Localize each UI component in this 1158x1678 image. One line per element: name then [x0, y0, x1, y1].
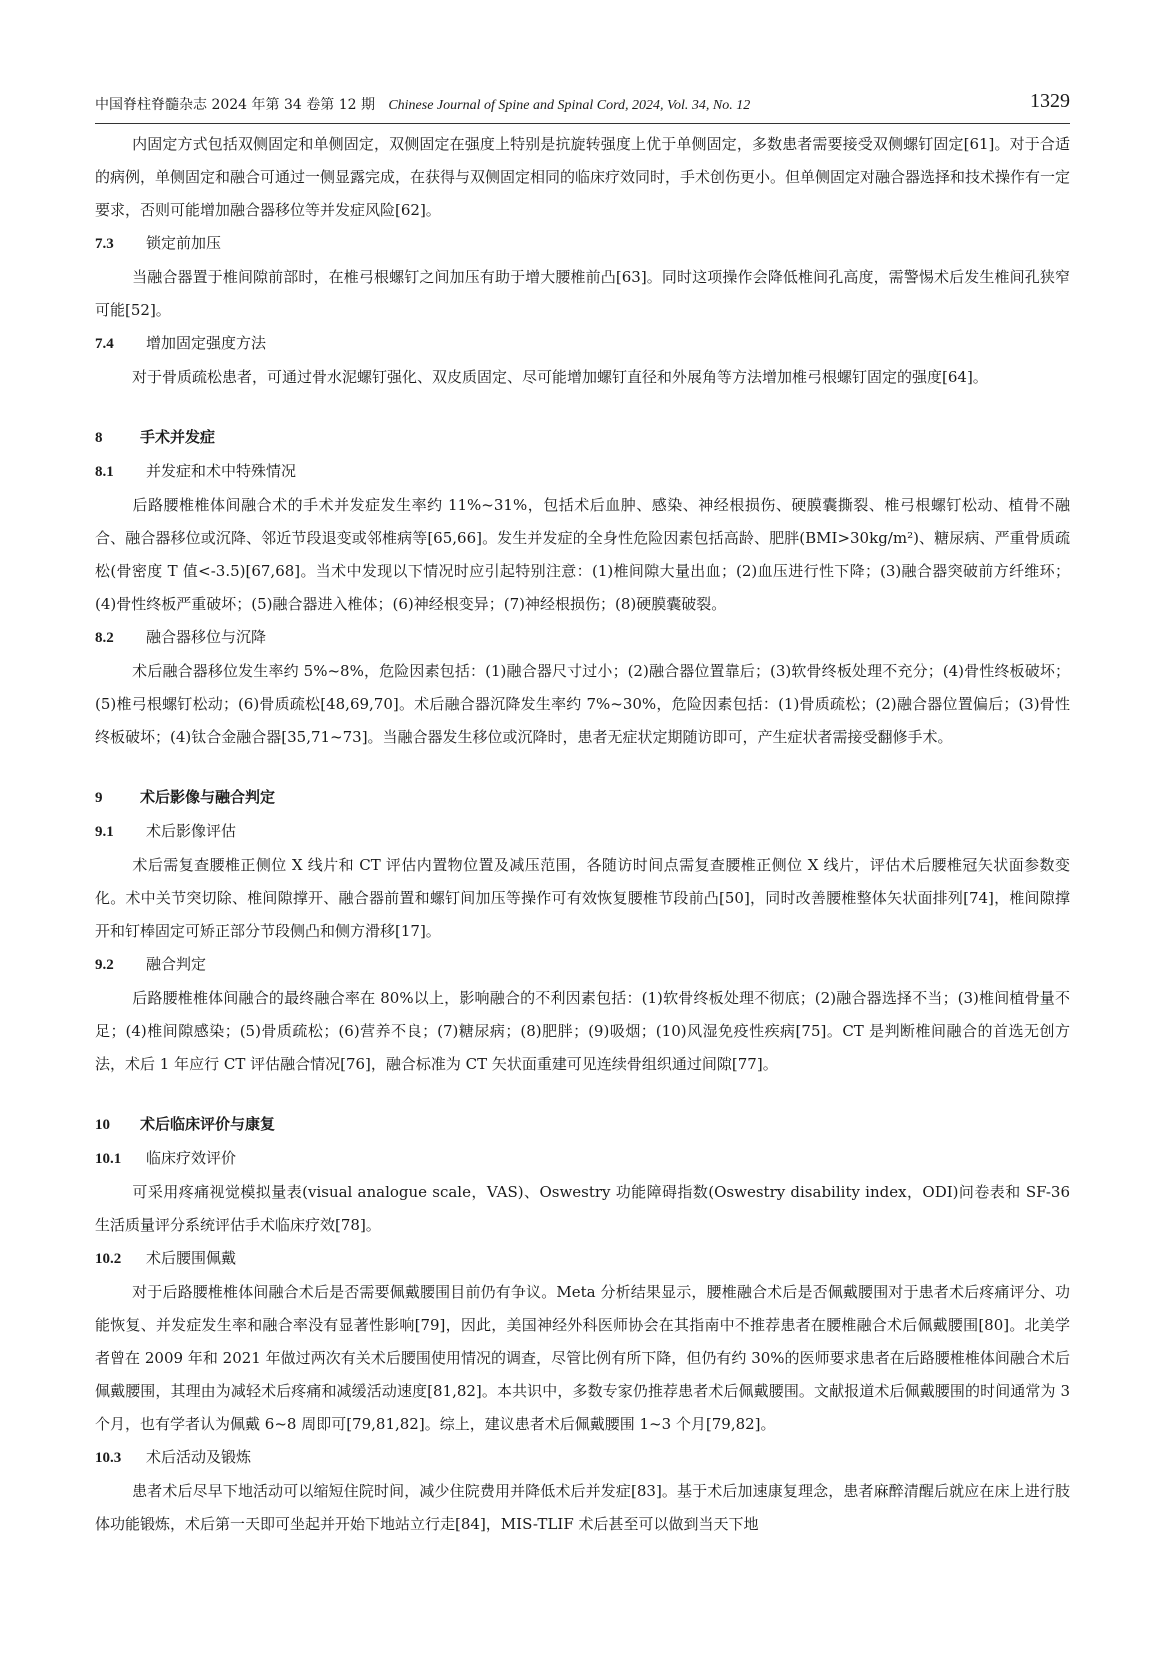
heading-text: 融合器移位与沉降	[146, 628, 267, 646]
heading-text: 并发症和术中特殊情况	[146, 462, 297, 480]
subsection-heading	[95, 948, 1070, 982]
heading-number: 9.1	[95, 824, 114, 840]
section-gap	[95, 1081, 1070, 1108]
body-paragraph	[95, 982, 1070, 1081]
paragraph-text: 术后需复查腰椎正侧位 X 线片和 CT 评估内置物位置及减压范围，各随访时间点需复查腰椎正侧位 X 线片，评估术后腰椎冠矢状面参数变化。术中关节突切除、椎间隙撑开、融合器前置和螺钉间加压等操作可有效恢复腰椎节段前凸[50]，同时改善腰椎整体矢状面排列[74]，椎间隙撑开和钉棒固定可矫正部分节段侧凸和侧方滑移[17]。	[95, 856, 1070, 940]
paragraph-text: 当融合器置于椎间隙前部时，在椎弓根螺钉之间加压有助于增大腰椎前凸[63]。同时这项操作会降低椎间孔高度，需警惕术后发生椎间孔狭窄可能[52]。	[95, 268, 1070, 319]
paragraph-text: 后路腰椎椎体间融合的最终融合率在 80%以上，影响融合的不利因素包括：(1)软骨终板处理不彻底；(2)融合器选择不当；(3)椎间植骨量不足；(4)椎间隙感染；(5)骨质疏松；(6)营养不良；(7)糖尿病；(8)肥胖；(9)吸烟；(10)风湿免疫性疾病[75]。CT 是判断椎间融合的首选无创方法，术后 1 年应行 CT 评估融合情况[76]，融合标准为 CT 矢状面重建可见连续骨组织通过间隙[77]。	[95, 989, 1070, 1073]
subsection-heading	[95, 327, 1070, 361]
journal-en: Chinese Journal of Spine and Spinal Cord, 2024, Vol. 34, No. 12	[388, 98, 751, 113]
journal-cn: 中国脊柱脊髓杂志 2024 年第 34 卷第 12 期	[95, 97, 375, 113]
heading-text: 手术并发症	[140, 428, 216, 446]
journal-citation	[95, 94, 750, 114]
heading-text: 术后影像评估	[146, 822, 237, 840]
section-heading	[95, 421, 1070, 455]
heading-number: 9	[95, 790, 103, 806]
subsection-heading	[95, 815, 1070, 849]
body-paragraph	[95, 489, 1070, 621]
body-paragraph	[95, 261, 1070, 327]
paragraph-text: 患者术后尽早下地活动可以缩短住院时间，减少住院费用并降低术后并发症[83]。基于术后加速康复理念，患者麻醉清醒后就应在床上进行肢体功能锻炼，术后第一天即可坐起并开始下地站立行走[84]，MIS-TLIF 术后甚至可以做到当天下地	[95, 1482, 1070, 1533]
heading-number: 7.4	[95, 336, 114, 352]
heading-number: 8	[95, 430, 103, 446]
heading-text: 临床疗效评价	[146, 1149, 237, 1167]
paragraph-text: 内固定方式包括双侧固定和单侧固定，双侧固定在强度上特别是抗旋转强度上优于单侧固定，多数患者需要接受双侧螺钉固定[61]。对于合适的病例，单侧固定和融合可通过一侧显露完成，在获得与双侧固定相同的临床疗效同时，手术创伤更小。但单侧固定对融合器选择和技术操作有一定要求，否则可能增加融合器移位等并发症风险[62]。	[95, 135, 1071, 219]
heading-number: 9.2	[95, 957, 114, 973]
heading-number: 8.2	[95, 630, 114, 646]
body-paragraph	[95, 849, 1070, 948]
body-paragraph	[95, 128, 1070, 227]
heading-text: 术后腰围佩戴	[146, 1249, 237, 1267]
body-paragraph	[95, 1475, 1070, 1541]
article-body	[95, 128, 1070, 1541]
heading-text: 术后影像与融合判定	[140, 788, 276, 806]
heading-number: 10.1	[95, 1151, 122, 1167]
body-paragraph	[95, 655, 1070, 754]
heading-number: 10	[95, 1117, 110, 1133]
section-gap	[95, 394, 1070, 421]
section-heading	[95, 1108, 1070, 1142]
section-heading	[95, 781, 1070, 815]
header-rule	[95, 123, 1070, 124]
paragraph-text: 对于骨质疏松患者，可通过骨水泥螺钉强化、双皮质固定、尽可能增加螺钉直径和外展角等方法增加椎弓根螺钉固定的强度[64]。	[132, 368, 988, 386]
heading-number: 10.3	[95, 1450, 122, 1466]
heading-number: 8.1	[95, 464, 114, 480]
subsection-heading	[95, 455, 1070, 489]
page-number: 1329	[1030, 90, 1070, 112]
paragraph-text: 可采用疼痛视觉模拟量表(visual analogue scale，VAS)、Oswestry 功能障碍指数(Oswestry disability index，ODI)问卷表和 SF-36 生活质量评分系统评估手术临床疗效[78]。	[95, 1183, 1070, 1234]
subsection-heading	[95, 1441, 1070, 1475]
heading-text: 术后临床评价与康复	[140, 1115, 276, 1133]
heading-text: 锁定前加压	[146, 234, 222, 252]
subsection-heading	[95, 621, 1070, 655]
heading-text: 融合判定	[146, 955, 207, 973]
paragraph-text: 术后融合器移位发生率约 5%~8%，危险因素包括：(1)融合器尺寸过小；(2)融合器位置靠后；(3)软骨终板处理不充分；(4)骨性终板破坏；(5)椎弓根螺钉松动；(6)骨质疏松[48,69,70]。术后融合器沉降发生率约 7%~30%，危险因素包括：(1)骨质疏松；(2)融合器位置偏后；(3)骨性终板破坏；(4)钛合金融合器[35,71~73]。当融合器发生移位或沉降时，患者无症状定期随访即可，产生症状者需接受翻修手术。	[95, 662, 1070, 746]
paragraph-text: 后路腰椎椎体间融合术的手术并发症发生率约 11%~31%，包括术后血肿、感染、神经根损伤、硬膜囊撕裂、椎弓根螺钉松动、植骨不融合、融合器移位或沉降、邻近节段退变或邻椎病等[65,66]。发生并发症的全身性危险因素包括高龄、肥胖(BMI>30kg/m²)、糖尿病、严重骨质疏松(骨密度 T 值<-3.5)[67,68]。当术中发现以下情况时应引起特别注意：(1)椎间隙大量出血；(2)血压进行性下降；(3)融合器突破前方纤维环；(4)骨性终板严重破坏；(5)融合器进入椎体；(6)神经根变异；(7)神经根损伤；(8)硬膜囊破裂。	[95, 496, 1070, 613]
heading-number: 7.3	[95, 236, 114, 252]
heading-number: 10.2	[95, 1251, 122, 1267]
body-paragraph	[95, 1176, 1070, 1242]
heading-text: 术后活动及锻炼	[146, 1448, 252, 1466]
paragraph-text: 对于后路腰椎椎体间融合术后是否需要佩戴腰围目前仍有争议。Meta 分析结果显示，腰椎融合术后是否佩戴腰围对于患者术后疼痛评分、功能恢复、并发症发生率和融合率没有显著性影响[79]，因此，美国神经外科医师协会在其指南中不推荐患者在腰椎融合术后佩戴腰围[80]。北美学者曾在 2009 年和 2021 年做过两次有关术后腰围使用情况的调查，尽管比例有所下降，但仍有约 30%的医师要求患者在后路腰椎椎体间融合术后佩戴腰围，其理由为减轻术后疼痛和减缓活动速度[81,82]。本共识中，多数专家仍推荐患者术后佩戴腰围。文献报道术后佩戴腰围的时间通常为 3 个月，也有学者认为佩戴 6~8 周即可[79,81,82]。综上，建议患者术后佩戴腰围 1~3 个月[79,82]。	[95, 1283, 1070, 1433]
subsection-heading	[95, 1142, 1070, 1176]
heading-text: 增加固定强度方法	[146, 334, 267, 352]
subsection-heading	[95, 1242, 1070, 1276]
body-paragraph	[95, 361, 1070, 394]
body-paragraph	[95, 1276, 1070, 1441]
running-header	[95, 90, 1070, 122]
subsection-heading	[95, 227, 1070, 261]
section-gap	[95, 754, 1070, 781]
